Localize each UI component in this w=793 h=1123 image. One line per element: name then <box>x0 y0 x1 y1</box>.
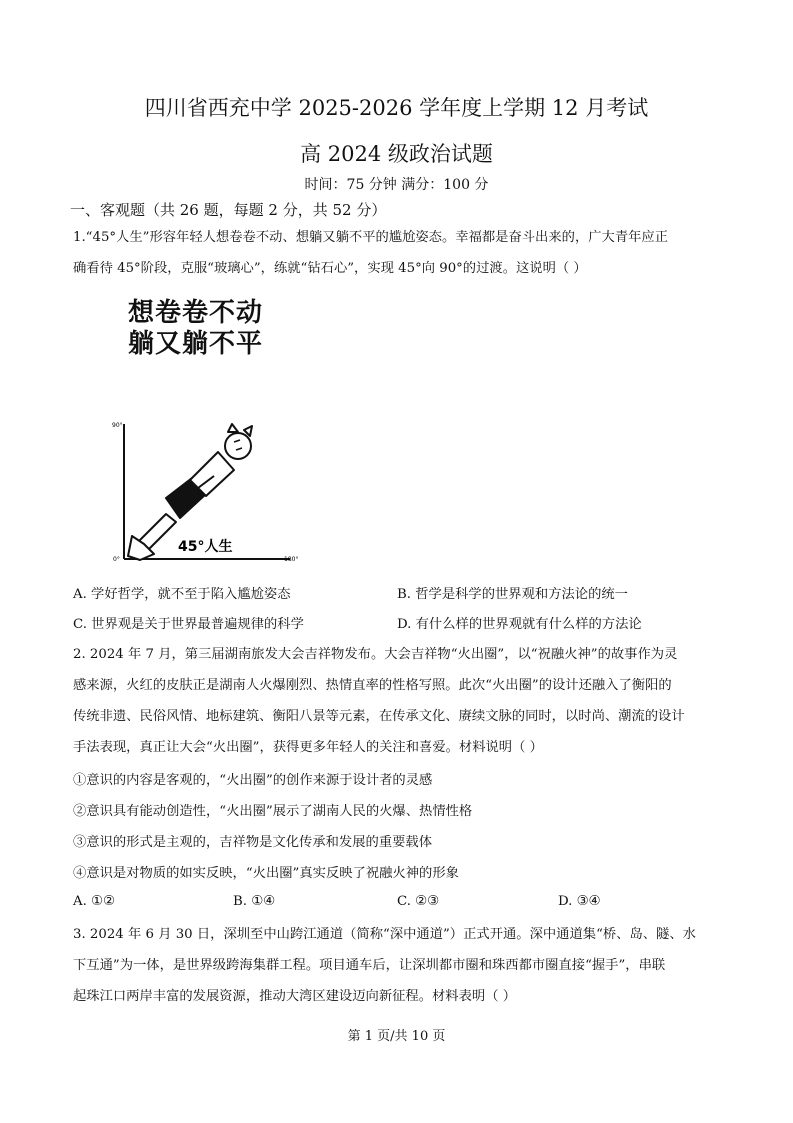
q1-meme-caption-line-1: 想卷卷不动 <box>128 298 264 328</box>
q1-meme-caption-line-2: 躺又躺不平 <box>128 329 264 359</box>
q2-option-b[interactable]: B. ①④ <box>233 894 276 909</box>
q2-line-3: 传统非遗、民俗风情、地标建筑、衡阳八景等元素，在传承文化、赓续文脉的同时，以时尚、潮流的设计 <box>73 709 685 724</box>
q2-line-2: 感来源，火红的皮肤正是湖南人火爆刚烈、热情直率的性格写照。此次“火出圈”的设计还融入了衡阳的 <box>73 678 672 693</box>
q1-option-b[interactable]: B. 哲学是科学的世界观和方法论的统一 <box>397 587 628 602</box>
exam-title: 四川省西充中学 2025-2026 学年度上学期 12 月考试 <box>144 96 649 120</box>
q1-line-2: 确看待 45°阶段，克服“玻璃心”，练就“钻石心”，实现 45°向 90°的过渡。这说明（ ） <box>73 261 587 276</box>
q2-item-3: ③意识的形式是主观的，吉祥物是文化传承和发展的重要载体 <box>73 835 433 850</box>
q1-line-1: 1.“45°人生”形容年轻人想卷卷不动、想躺又躺不平的尴尬姿态。幸福都是奋斗出来的，广大青年应正 <box>73 230 669 245</box>
q3-line-3: 起珠江口两岸丰富的发展资源，推动大湾区建设迈向新征程。材料表明（ ） <box>73 989 517 1004</box>
q3-line-2: 下互通”为一体，是世界级跨海集群工程。项目通车后，让深圳都市圈和珠西都市圈直接“握手”，串联 <box>73 958 666 973</box>
q3-line-1: 3. 2024 年 6 月 30 日，深圳至中山跨江通道（简称“深中通道”）正式开通。深中通道集“桥、岛、隧、水 <box>73 927 696 942</box>
q1-option-d[interactable]: D. 有什么样的世界观就有什么样的方法论 <box>397 617 642 632</box>
exam-subtitle: 高 2024 级政治试题 <box>300 142 493 166</box>
q2-option-a[interactable]: A. ①② <box>73 894 115 909</box>
q2-option-c[interactable]: C. ②③ <box>397 894 439 909</box>
q1-option-c[interactable]: C. 世界观是关于世界最普遍规律的科学 <box>73 617 304 632</box>
q2-item-2: ②意识具有能动创造性，“火出圈”展示了湖南人民的火爆、热情性格 <box>73 804 473 819</box>
axis-180-label: 180° <box>284 556 299 563</box>
page-number: 第 1 页/共 10 页 <box>347 1029 446 1044</box>
axis-0-label: 0° <box>113 556 120 563</box>
exam-meta: 时间：75 分钟 满分：100 分 <box>304 177 489 193</box>
q1-meme-caption <box>128 298 263 360</box>
axis-90-label: 90° <box>112 422 123 429</box>
q2-option-d[interactable]: D. ③④ <box>558 894 601 909</box>
section-heading: 一、客观题（共 26 题，每题 2 分，共 52 分） <box>70 201 387 219</box>
q2-item-4: ④意识是对物质的如实反映，“火出圈”真实反映了祝融火神的形象 <box>73 866 459 881</box>
q1-figure-45-degree-life <box>110 418 320 568</box>
q2-item-1: ①意识的内容是客观的，“火出圈”的创作来源于设计者的灵感 <box>73 773 433 788</box>
q1-figure-label: 45°人生 <box>178 539 233 555</box>
q2-line-1: 2. 2024 年 7 月，第三届湖南旅发大会吉祥物发布。大会吉祥物“火出圈”，以“祝融火神”的故事作为灵 <box>73 647 678 662</box>
q2-line-4: 手法表现，真正让大会“火出圈”，获得更多年轻人的关注和喜爱。材料说明（ ） <box>73 740 543 755</box>
q1-option-a[interactable]: A. 学好哲学，就不至于陷入尴尬姿态 <box>73 587 291 602</box>
